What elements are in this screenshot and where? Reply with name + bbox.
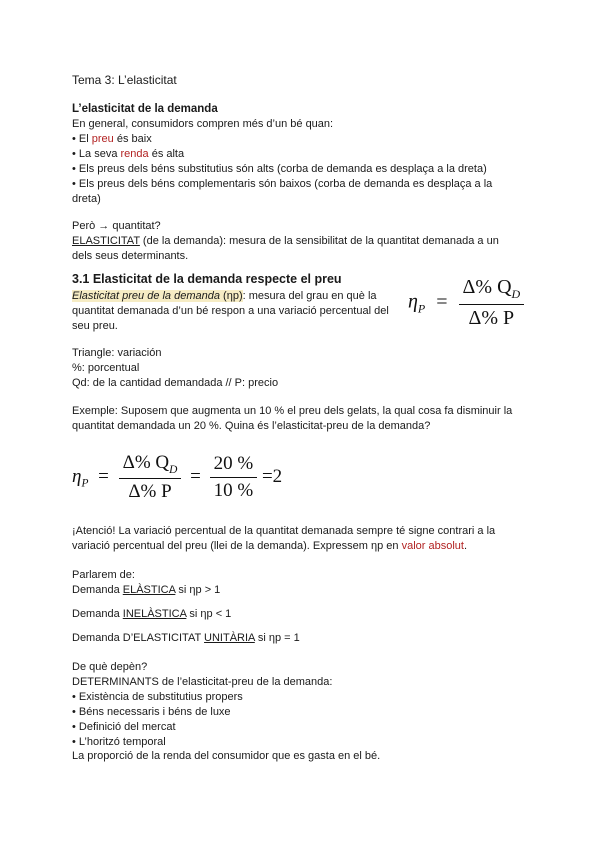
demand-condition: si ηp = 1 [254, 632, 300, 644]
bullet-income [72, 147, 184, 162]
definition-symbol: (ηp) [219, 290, 243, 302]
demand-label: Demanda [72, 608, 123, 620]
definition-text: : mesura del grau en què la quantitat demanada d’un bé respon a una variació percentual del seu preu. [72, 290, 389, 332]
highlight-preu: preu [91, 133, 114, 145]
list-item: • Definició del mercat [72, 721, 176, 733]
elasticity-formula [408, 276, 524, 330]
eta-symbol: η [408, 290, 418, 313]
demand-condition: si ηp > 1 [175, 584, 221, 596]
elasticitat-term: ELASTICITAT [72, 235, 140, 247]
bullet-text: • La seva [72, 148, 121, 160]
section-heading-demand-elasticity: L’elasticitat de la demanda [72, 103, 218, 115]
equals-sign: = [190, 465, 201, 487]
valor-absolut-link: valor absolut [401, 540, 464, 552]
formula-numerator: Δ% Q [462, 276, 512, 298]
bullet-text: • El [72, 133, 92, 145]
example-fraction-1 [119, 452, 182, 503]
document-title: Tema 3: L’elasticitat [72, 73, 177, 87]
eta-symbol: η [72, 465, 82, 487]
bullet-text: és alta [148, 148, 185, 160]
pero-quantitat: Però → quantitat? [72, 220, 161, 232]
closing-text: La proporció de la renda del consumidor que es gasta en el bé. [72, 750, 381, 762]
list-item: • L’horitzó temporal [72, 736, 166, 748]
list-item: • Béns necessaris i béns de luxe [72, 706, 231, 718]
example-result: =2 [261, 465, 283, 487]
elasticity-definition [72, 234, 502, 264]
depen-question: De què depèn? [72, 661, 148, 673]
bullet-complements: • Els preus dels béns complementaris són baixos (corba de demanda es desplaça a la dreta) [72, 178, 493, 205]
example-numerator-1: Δ% Q [122, 452, 170, 473]
qd-note: Qd: de la cantidad demandada // P: precio [72, 377, 279, 389]
formula-denominator: Δ% P [468, 307, 515, 329]
eta-subscript: P [81, 477, 89, 490]
example-denominator-2: 10 % [213, 479, 254, 501]
demand-label: Demanda D’ELASTICITAT [72, 632, 205, 644]
triangle-note: Triangle: variación [72, 347, 162, 359]
parlarem-text: Parlarem de: [72, 569, 135, 581]
numerator-subscript: D [511, 287, 521, 301]
percent-note: %: porcentual [72, 362, 140, 374]
bullet-text: és baix [113, 133, 152, 145]
demand-inelastic [72, 607, 231, 622]
list-item: • Existència de substitutius propers [72, 691, 243, 703]
atencio-text: . [463, 540, 468, 552]
example-text: Exemple: Suposem que augmenta un 10 % el preu dels gelats, la qual cosa fa disminuir la quantitat demandada un 20 %. Quina és l’elasticitat-preu de la demanda? [72, 405, 513, 432]
bullet-price [72, 132, 152, 147]
equals-sign: = [98, 465, 109, 487]
price-elasticity-definition [72, 289, 394, 334]
determinants-heading: DETERMINANTS de l’elasticitat-preu de la demanda: [72, 676, 333, 688]
section-heading-price-elasticity: 3.1 Elasticitat de la demanda respecte el preu [72, 272, 342, 286]
intro-text: En general, consumidors compren més d’un bé quan: [72, 118, 334, 130]
atencio-text: ¡Atenció! La variació percentual de la quantitat demanada sempre té signe contrari a la variació percentual del preu (llei de la demanda). Expressem ηp en [72, 525, 496, 552]
demand-unitary [72, 631, 300, 646]
numerator-subscript: D [169, 463, 178, 476]
example-numerator-2: 20 % [210, 453, 258, 478]
demand-condition: si ηp < 1 [186, 608, 232, 620]
eta-subscript: P [417, 301, 426, 316]
atencio-note [72, 524, 520, 554]
example-fraction-2 [210, 453, 258, 502]
example-denominator-1: Δ% P [128, 480, 172, 502]
equals-sign: = [436, 290, 448, 313]
demand-label: Demanda [72, 584, 123, 596]
bullet-substitutes: • Els preus dels béns substitutius són alts (corba de demanda es desplaça a la dreta) [72, 163, 487, 175]
highlight-renda: renda [120, 148, 149, 160]
inelastica-term: INELÀSTICA [122, 608, 187, 620]
example-formula [72, 452, 282, 503]
unitaria-term: UNITÀRIA [204, 632, 255, 644]
elastica-term: ELÀSTICA [122, 584, 176, 596]
definition-text: (de la demanda): mesura de la sensibilitat de la quantitat demanada a un dels seus determinants. [72, 235, 499, 262]
demand-elastic [72, 583, 220, 598]
formula-fraction [459, 276, 525, 330]
definition-term: Elasticitat preu de la demanda [72, 290, 220, 302]
